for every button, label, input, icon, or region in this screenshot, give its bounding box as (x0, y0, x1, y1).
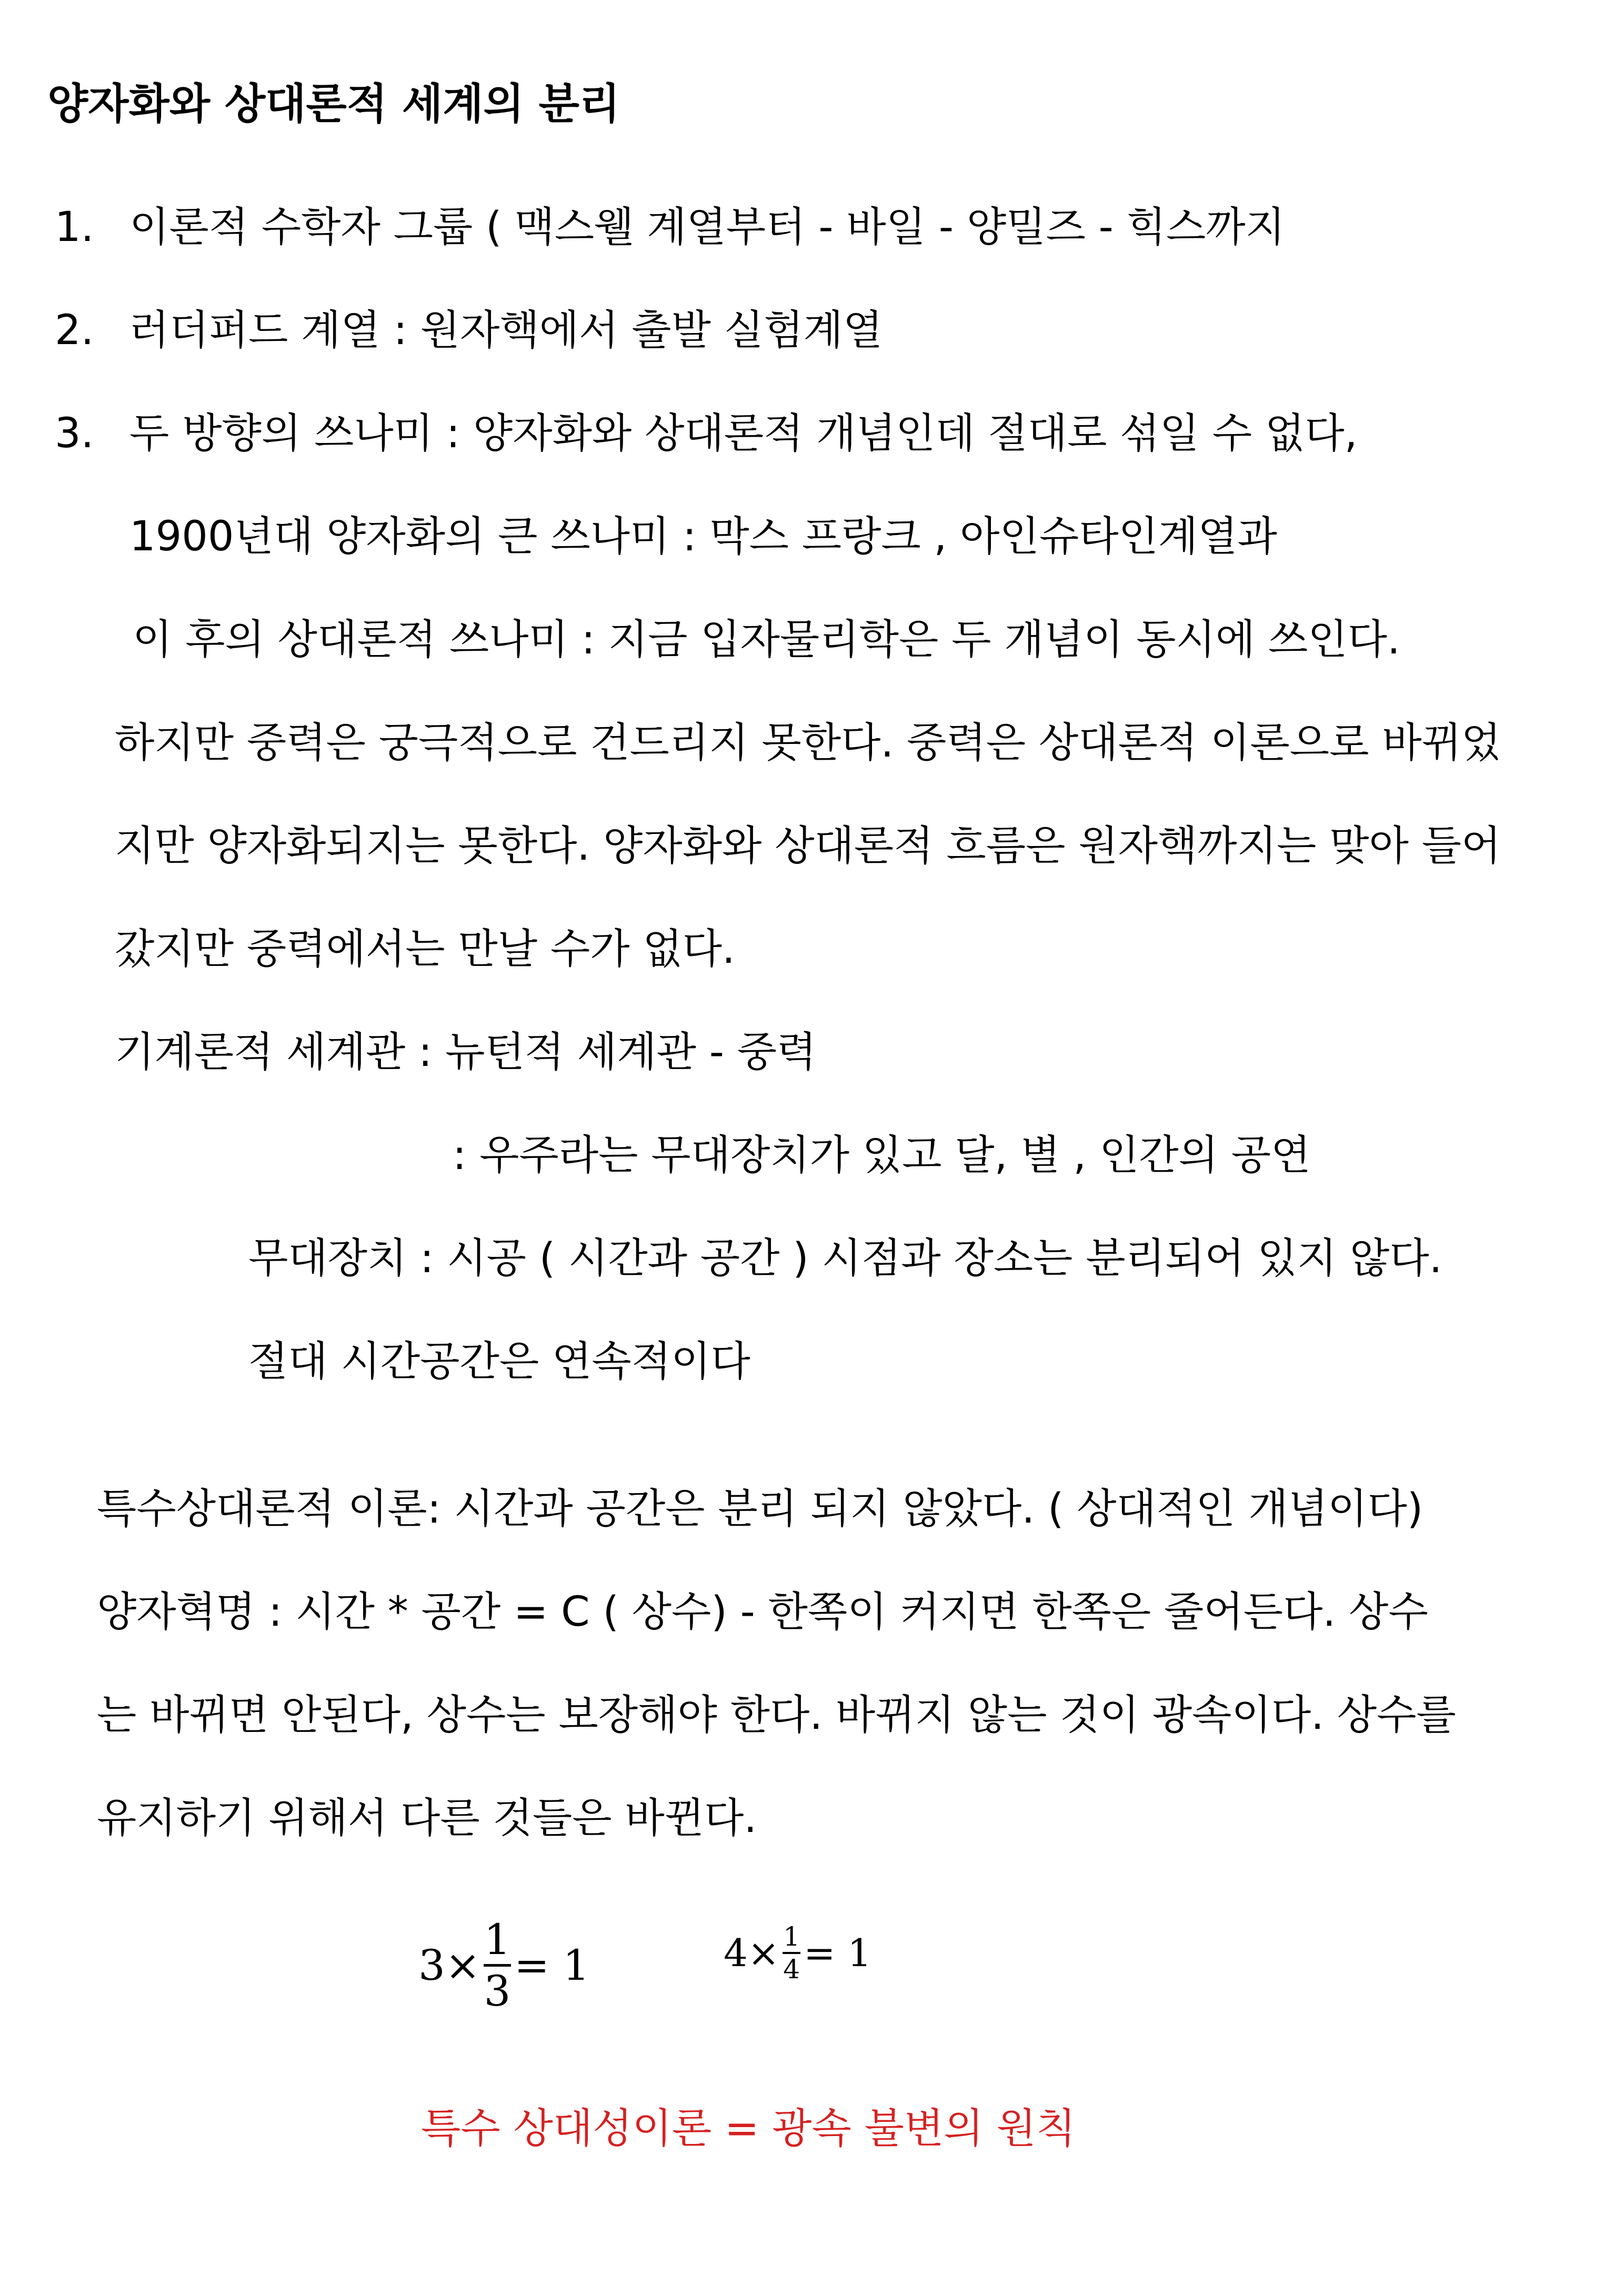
gravity-paragraph-line-1: 하지만 중력은 궁극적으로 건드리지 못한다. 중력은 상대론적 이론으로 바뀌었 (115, 719, 1501, 767)
stage-device-line: 무대장치 : 시공 ( 시간과 공간 ) 시점과 장소는 분리되어 있지 않다. (248, 1235, 1442, 1282)
equation-one-third (418, 1915, 589, 2016)
special-relativity-paragraph-line-1: 특수상대론적 이론: 시간과 공간은 분리 되지 않았다. ( 상대적인 개념이다) (97, 1485, 1423, 1533)
list-number: 2. (55, 307, 94, 354)
list-text: 두 방향의 쓰나미 : 양자화와 상대론적 개념인데 절대로 섞일 수 없다, (129, 410, 1358, 457)
absolute-spacetime-line: 절대 시간공간은 연속적이다 (248, 1338, 750, 1385)
equation-lead: 3× (418, 1941, 480, 1990)
page-title: 양자화와 상대론적 세계의 분리 (47, 79, 620, 128)
gravity-paragraph-line-3: 갔지만 중력에서는 만날 수가 없다. (115, 925, 735, 973)
conclusion-text: 특수 상대성이론 = 광속 불변의 원칙 (421, 2105, 1076, 2152)
special-relativity-paragraph-line-4: 유지하기 위해서 다른 것들은 바뀐다. (97, 1795, 757, 1842)
list-item-3 (55, 407, 1357, 460)
list-number: 3. (55, 410, 94, 457)
list-item-2 (55, 304, 883, 357)
list-text: 러더퍼드 계열 : 원자핵에서 출발 실험계열 (129, 307, 883, 354)
list-number: 1. (55, 204, 94, 251)
gravity-paragraph-line-2: 지만 양자화되지는 못한다. 양자화와 상대론적 흐름은 원자핵까지는 맞아 들어 (115, 822, 1501, 870)
special-relativity-paragraph-line-2: 양자혁명 : 시간 * 공간 = C ( 상수) - 한쪽이 커지면 한쪽은 줄어든다. 상수 (97, 1588, 1428, 1636)
list-item-1 (55, 201, 1285, 254)
equation-lead: 4× (724, 1931, 780, 1975)
fraction-numerator: 1 (783, 1921, 800, 1952)
mechanistic-worldview-line: 기계론적 세계관 : 뉴턴적 세계관 - 중력 (115, 1029, 817, 1076)
fraction (484, 1915, 511, 2016)
fraction-numerator: 1 (484, 1915, 511, 1964)
equation-result: = 1 (514, 1941, 590, 1990)
relativity-tsunami-line: 이 후의 상대론적 쓰나미 : 지금 입자물리학은 두 개념이 동시에 쓰인다. (133, 616, 1400, 663)
quantum-tsunami-line: 1900년대 양자화의 큰 쓰나미 : 막스 프랑크 , 아인슈타인계열과 (129, 513, 1277, 560)
list-text: 이론적 수학자 그룹 ( 맥스웰 계열부터 - 바일 - 양밀즈 - 힉스까지 (129, 204, 1285, 251)
special-relativity-paragraph-line-3: 는 바뀌면 안된다, 상수는 보장해야 한다. 바뀌지 않는 것이 광속이다. 상수를 (97, 1691, 1456, 1739)
fraction (783, 1921, 800, 1985)
equation-result: = 1 (804, 1931, 872, 1975)
fraction-denominator: 4 (783, 1954, 800, 1985)
fraction-denominator: 3 (484, 1967, 511, 2016)
equation-one-fourth (724, 1921, 871, 1985)
universe-stage-line: : 우주라는 무대장치가 있고 달, 별 , 인간의 공연 (453, 1132, 1311, 1179)
